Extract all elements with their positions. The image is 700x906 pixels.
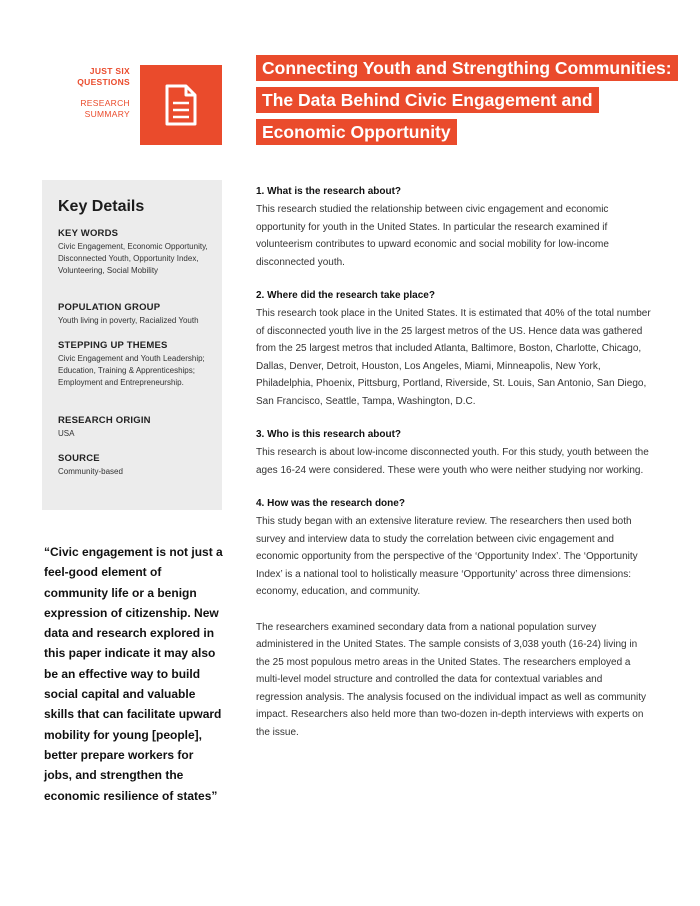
brand-title-line2: QUESTIONS: [77, 77, 130, 87]
origin-label: RESEARCH ORIGIN: [58, 415, 151, 426]
question-4-heading: 4. How was the research done?: [256, 498, 405, 509]
question-2-answer: This research took place in the United States. It is estimated that 40% of the total number of disconnected youth live in the 25 largest metros of the US. Hence data was gathered from the 25 largest metros that included Atlanta, Baltimore, Boston, Charlotte, Chicago, Dallas, Denver, Detroit, Houston, Los Angeles, Miami, Minneapolis, New York, Philadelphia, Phoenix, Pittsburg, Portland, Riverside, St. Louis, San Antonio, San Diego, San Francisco, Seattle, Tampa, Washington, D.C.: [256, 308, 651, 407]
pull-quote: “Civic engagement is not just a feel-good element of community life or a benign expression of citizenship. New data and research explored in this paper indicate it may also be an effective way to build social capital and valuable skills that can facilitate upward mobility for young [people], better prepare workers for jobs, and strengthen the economic resilience of states”: [44, 545, 223, 803]
document-icon: [164, 83, 198, 127]
brand-sub-line2: SUMMARY: [84, 109, 130, 119]
themes-label: STEPPING UP THEMES: [58, 340, 168, 351]
population-label: POPULATION GROUP: [58, 302, 161, 313]
keywords-section: [58, 228, 214, 277]
page-title: [256, 55, 678, 151]
document-icon-box: [140, 65, 222, 145]
question-3-answer: This research is about low-income disconnected youth. For this study, youth between the ages 16-24 were considered. These were youth who were neither studying nor working.: [256, 447, 649, 476]
title-line-1: Connecting Youth and Strengthing Communities:: [256, 55, 678, 81]
questions-content: [256, 185, 651, 741]
title-line-3: Economic Opportunity: [256, 119, 457, 145]
source-text: Community-based: [58, 467, 123, 476]
origin-section: [58, 415, 214, 440]
key-details-panel: [42, 180, 222, 510]
question-3-heading: 3. Who is this research about?: [256, 429, 402, 440]
key-details-heading: Key Details: [58, 198, 145, 215]
question-1-answer: This research studied the relationship between civic engagement and economic opportunity for youth in the United States. In particular the research examined if volunteerism contributes to upward economic and social mobility for low-income disconnected youth.: [256, 204, 609, 268]
question-4-answer: This study began with an extensive literature review. The researchers then used both survey and interview data to study the correlation between civic engagement and economic opportunity from the perspective of the ‘Opportunity Index’. The ‘Opportunity Index’ is a national tool to holistically measure ‘Opportunity’ across three dimensions: economy, education, and community.: [256, 516, 638, 597]
themes-text: Civic Engagement and Youth Leadership; Education, Training & Apprenticeships; Employment and Entrepreneurship.: [58, 354, 205, 387]
question-2-heading: 2. Where did the research take place?: [256, 290, 435, 301]
keywords-label: KEY WORDS: [58, 228, 119, 239]
origin-text: USA: [58, 429, 75, 438]
keywords-text: Civic Engagement, Economic Opportunity, Disconnected Youth, Opportunity Index, Volunteering, Social Mobility: [58, 242, 208, 275]
brand-subtitle: [60, 98, 130, 120]
question-4-answer-continued: The researchers examined secondary data from a national population survey administered in the United States. The sample consists of 3,038 youth (16-24) living in the 25 most populous metro areas in the United States. The researchers employed a multi-level model structure and controlled the data for contextual variables and regression analysis. The analysis focused on the individual impact as well as community impact. Researchers also held more than two-dozen in-depth interviews with experts on the issue.: [256, 621, 647, 738]
brand-title: [60, 66, 130, 88]
title-line-2: The Data Behind Civic Engagement and: [256, 87, 599, 113]
population-section: [58, 302, 214, 327]
source-label: SOURCE: [58, 453, 100, 464]
brand-label: [60, 66, 130, 120]
brand-sub-line1: RESEARCH: [80, 98, 130, 108]
population-text: Youth living in poverty, Racialized Youth: [58, 316, 199, 325]
brand-title-line1: JUST SIX: [89, 66, 130, 76]
question-1-heading: 1. What is the research about?: [256, 186, 402, 197]
source-section: [58, 453, 214, 478]
themes-section: [58, 340, 214, 389]
